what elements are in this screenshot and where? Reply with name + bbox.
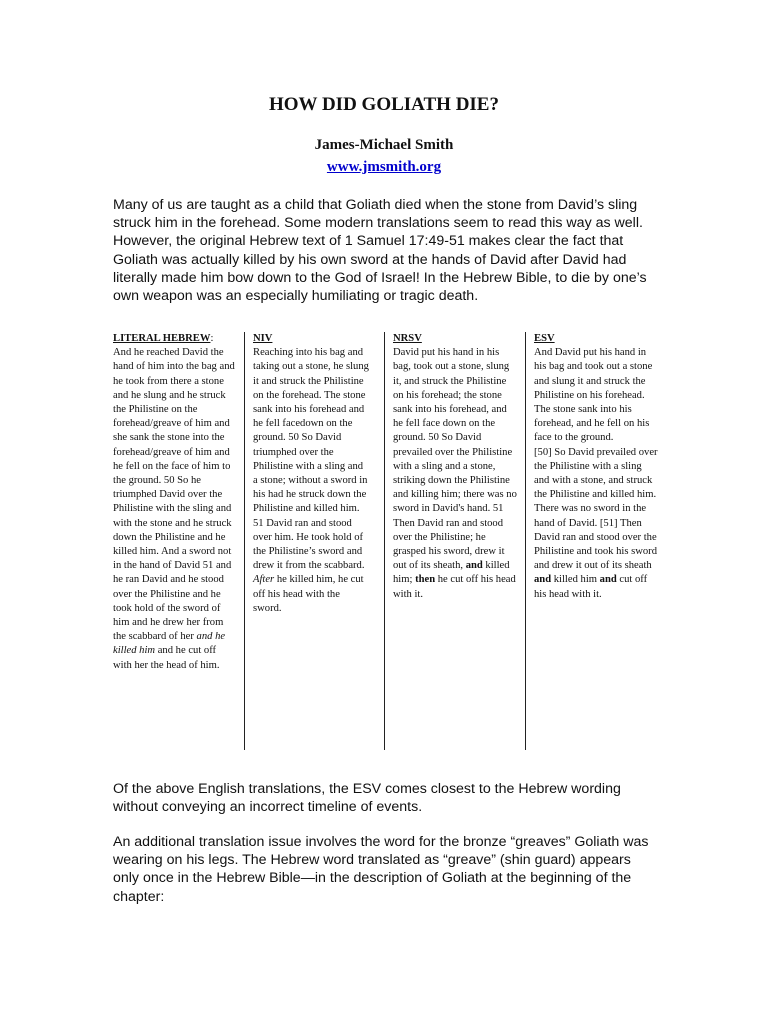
column-nrsv — [384, 332, 519, 750]
column-niv — [244, 332, 370, 750]
column-text-segment: and — [534, 574, 552, 586]
column-text-segment: killed him; — [393, 560, 510, 586]
intro-paragraph: Many of us are taught as a child that Goliath died when the stone from David’s sling struck him in the forehead. Some modern translations seem to read this way as well. However, the original Hebrew text of 1 Samuel 17:49-51 makes clear the fact that Goliath was actually killed by his own sword at the hands of David after David had literally made him bow down to the God of Israel! In the Hebrew Bible, to die by one’s own weapon was an especially humiliating or tragic death. — [113, 197, 647, 305]
column-text — [113, 346, 235, 673]
column-heading: NIV — [253, 333, 273, 344]
column-text-segment: After — [253, 574, 275, 586]
website-line — [0, 159, 768, 176]
column-text-segment: And he reached David the hand of him into the bag and he took from there a stone and he slung and he struck the Philistine on the forehead/greave of him and she sank the stone into the forehead/greave of him and he fell on the face of him to the ground. 50 So he triumphed David over the Philistine with the sling and with the stone and he struck down the Philistine and he killed him. And a sword not in the hand of David 51 and he ran David and he stood over the Philistine and he took hold of the sword of him and he drew her from the scabbard of her — [113, 347, 235, 643]
translation-comparison — [113, 332, 658, 750]
closing-paragraph-1: Of the above English translations, the ESV comes closest to the Hebrew wording without conveying an incorrect timeline of events. — [113, 781, 621, 816]
column-text-segment: killed him — [551, 574, 600, 586]
closing-paragraph-2: An additional translation issue involves the word for the bronze “greaves” Goliath was wearing on his legs. The Hebrew word translated as “greave” (shin guard) appears only once in the Hebrew Bible—in the description of Goliath at the beginning of the chapter: — [113, 834, 649, 905]
column-heading: NRSV — [393, 333, 422, 344]
column-heading-colon: : — [210, 333, 214, 344]
column-esv — [525, 332, 658, 750]
author-name: James-Michael Smith — [314, 137, 454, 153]
column-text-segment: then — [415, 574, 436, 586]
column-text-segment: Reaching into his bag and taking out a stone, he slung it and struck the Philistine on the forehead. The stone sank into his forehead and he fell facedown on the ground. 50 So David triumphed over the Philistine with a sling and a stone; without a sword in his had he struck down the Philistine and killed him. 51 David ran and stood over him. He took hold of the Philistine’s sword and drew it from the scabbard. — [253, 347, 369, 572]
column-text-segment: David put his hand in his bag, took out a stone, slung it, and struck the Philistine on his forehead; the stone sank into his forehead, and he fell face down on the ground. 50 So David prevailed over the Philistine with a sling and a stone, striking down the Philistine and killing him; there was no sword in David's hand. 51 Then David ran and stood over the Philistine; he grasped his sword, drew it out of its sheath, — [393, 347, 517, 572]
column-text-segment: and he cut off with her the head of him. — [113, 645, 220, 671]
column-text — [253, 346, 370, 616]
column-text-segment: And David put his hand in his bag and took out a stone and slung it and struck the Philistine on his forehead. The stone sank into his forehead, and he fell on his face to the ground. [50] So David prevailed over the Philistine with a sling and with a stone, and struck the Philistine and killed him. There was no sword in the hand of David. [51] Then David ran and stood over the Philistine and took his sword and drew it out of its sheath — [534, 347, 658, 572]
column-text — [393, 346, 519, 602]
column-text-segment: he killed him, he cut off his head with the sword. — [253, 574, 364, 614]
website-link[interactable]: www.jmsmith.org — [326, 159, 442, 175]
column-heading: LITERAL HEBREW — [113, 333, 211, 344]
column-text-segment: and — [465, 560, 483, 572]
column-text-segment: and — [599, 574, 617, 586]
column-text-segment: he cut off his head with it. — [393, 574, 516, 600]
column-text-segment: cut off his head with it. — [534, 574, 648, 600]
column-literal-hebrew — [113, 332, 235, 750]
column-text — [534, 346, 658, 602]
column-heading: ESV — [534, 333, 555, 344]
column-text-segment: and he killed him — [113, 631, 226, 657]
document-title: HOW DID GOLIATH DIE? — [269, 94, 499, 115]
